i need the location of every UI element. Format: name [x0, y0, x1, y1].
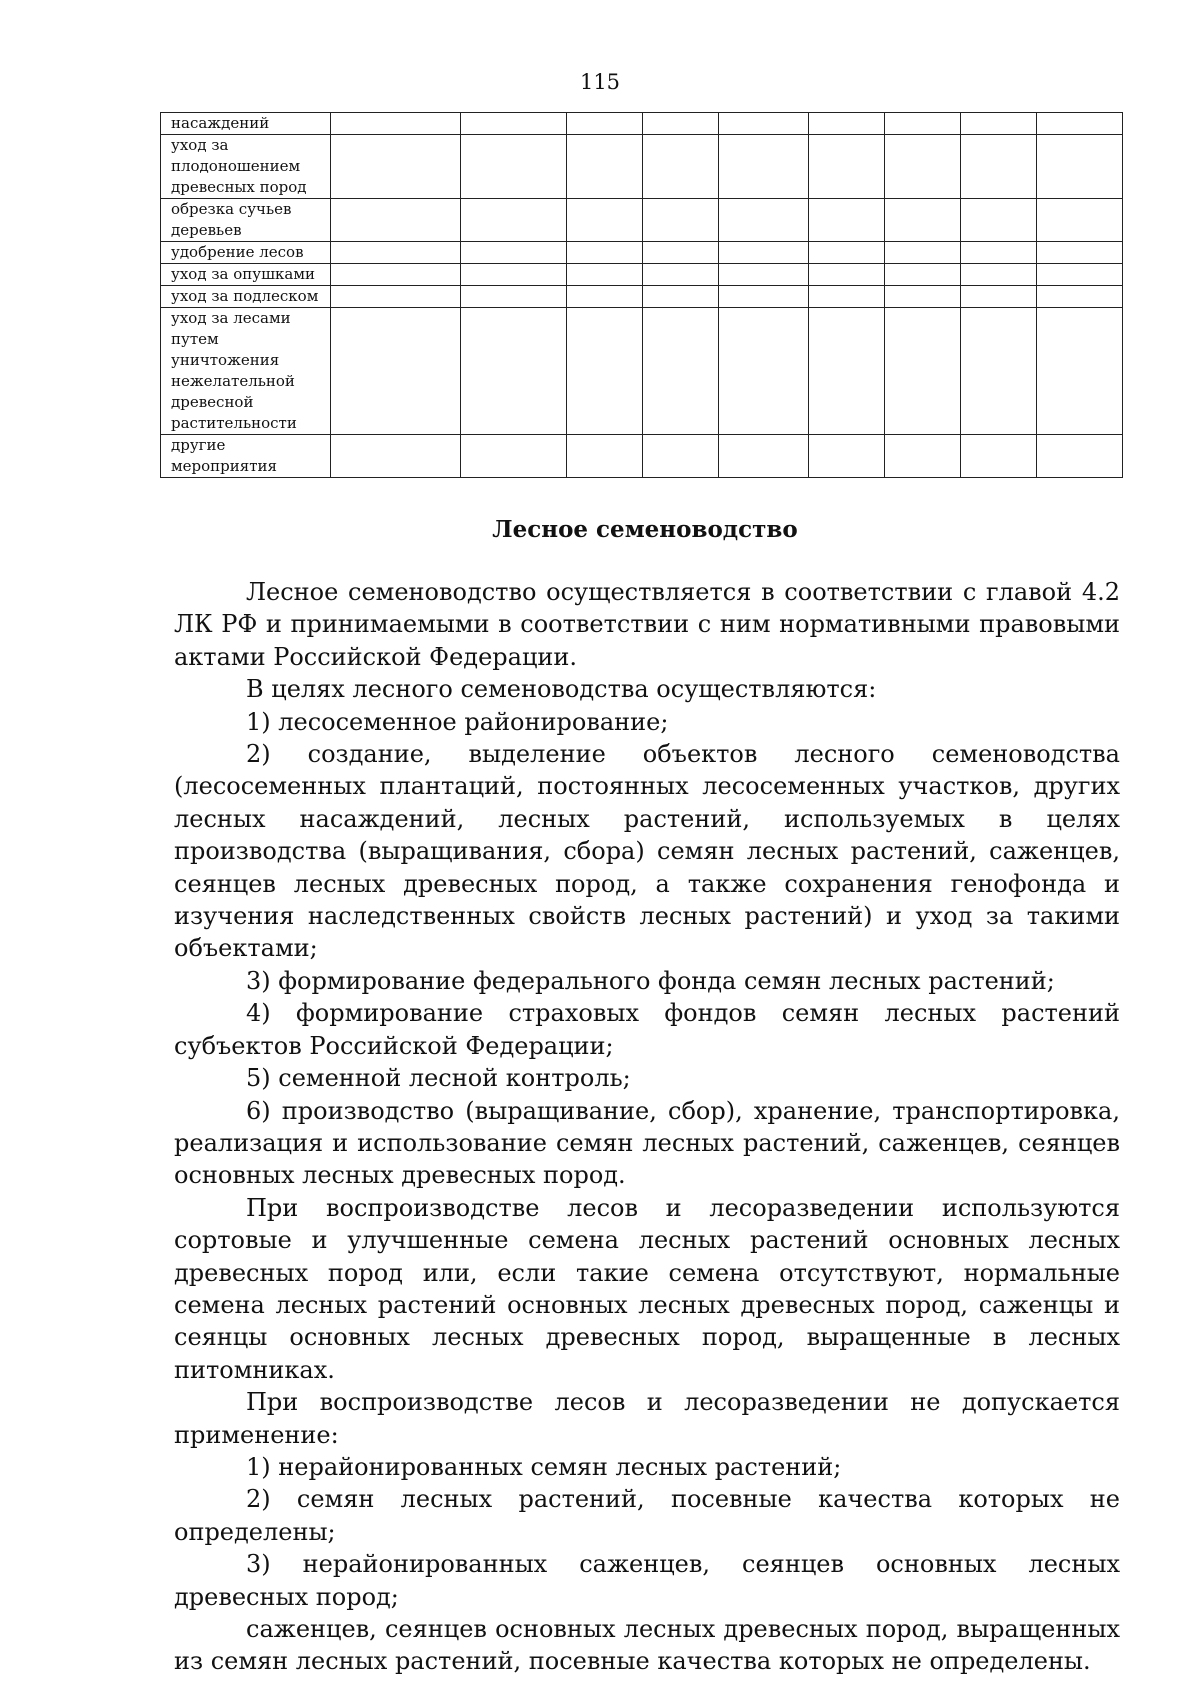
activity-label: уход за лесами путем уничтожения нежелательной древесной растительности: [161, 308, 331, 435]
table-row: [161, 264, 1123, 286]
empty-cell: [643, 264, 719, 286]
activity-label: насаждений: [161, 113, 331, 135]
empty-cell: [719, 308, 809, 435]
empty-cell: [885, 308, 961, 435]
activity-label: уход за опушками: [161, 264, 331, 286]
paragraph: Лесное семеноводство осуществляется в соответствии с главой 4.2 ЛК РФ и принимаемыми в соответствии с ним нормативными правовыми актами Российской Федерации.: [174, 578, 1120, 671]
empty-cell: [1037, 135, 1123, 199]
table-row: [161, 286, 1123, 308]
empty-cell: [961, 199, 1037, 242]
empty-cell: [331, 286, 461, 308]
empty-cell: [719, 135, 809, 199]
empty-cell: [809, 308, 885, 435]
paragraph: В целях лесного семеноводства осуществляются:: [246, 675, 877, 704]
empty-cell: [331, 135, 461, 199]
empty-cell: [719, 286, 809, 308]
empty-cell: [461, 135, 567, 199]
empty-cell: [885, 435, 961, 478]
empty-cell: [961, 242, 1037, 264]
empty-cell: [885, 286, 961, 308]
empty-cell: [643, 135, 719, 199]
empty-cell: [961, 308, 1037, 435]
paragraph: 4) формирование страховых фондов семян лесных растений субъектов Российской Федерации;: [174, 999, 1120, 1060]
empty-cell: [331, 264, 461, 286]
empty-cell: [1037, 199, 1123, 242]
paragraph: 3) нерайонированных саженцев, сеянцев основных лесных древесных пород;: [174, 1550, 1120, 1611]
paragraph: 6) производство (выращивание, сбор), хранение, транспортировка, реализация и использование семян лесных растений, саженцев, сеянцев основных лесных древесных пород.: [174, 1096, 1120, 1190]
paragraph: 3) формирование федерального фонда семян лесных растений;: [246, 966, 1055, 995]
empty-cell: [643, 286, 719, 308]
empty-cell: [567, 113, 643, 135]
empty-cell: [1037, 286, 1123, 308]
empty-cell: [809, 286, 885, 308]
activity-label: уход за плодоношением древесных пород: [161, 135, 331, 199]
empty-cell: [719, 264, 809, 286]
section-title: Лесное семеноводство: [492, 516, 798, 543]
body-text: [174, 576, 1120, 1678]
empty-cell: [461, 113, 567, 135]
empty-cell: [461, 435, 567, 478]
table-row: [161, 199, 1123, 242]
empty-cell: [961, 264, 1037, 286]
empty-cell: [719, 113, 809, 135]
empty-cell: [567, 135, 643, 199]
table-row: [161, 135, 1123, 199]
empty-cell: [567, 286, 643, 308]
empty-cell: [719, 242, 809, 264]
empty-cell: [809, 113, 885, 135]
empty-cell: [567, 264, 643, 286]
paragraph: 1) нерайонированных семян лесных растений;: [246, 1452, 842, 1481]
activity-label: удобрение лесов: [161, 242, 331, 264]
empty-cell: [331, 435, 461, 478]
empty-cell: [643, 308, 719, 435]
empty-cell: [809, 135, 885, 199]
empty-cell: [885, 113, 961, 135]
empty-cell: [331, 113, 461, 135]
empty-cell: [567, 435, 643, 478]
empty-cell: [1037, 308, 1123, 435]
empty-cell: [1037, 113, 1123, 135]
paragraph: 2) семян лесных растений, посевные качества которых не определены;: [174, 1485, 1120, 1546]
table-row: [161, 113, 1123, 135]
empty-cell: [567, 199, 643, 242]
empty-cell: [1037, 242, 1123, 264]
empty-cell: [461, 264, 567, 286]
activity-label: другие мероприятия: [161, 435, 331, 478]
empty-cell: [809, 242, 885, 264]
table-body: [161, 113, 1123, 478]
empty-cell: [461, 308, 567, 435]
empty-cell: [567, 242, 643, 264]
empty-cell: [461, 199, 567, 242]
empty-cell: [961, 113, 1037, 135]
empty-cell: [643, 199, 719, 242]
page-number: 115: [579, 70, 621, 94]
empty-cell: [885, 264, 961, 286]
empty-cell: [461, 242, 567, 264]
paragraph: При воспроизводстве лесов и лесоразведении используются сортовые и улучшенные семена лесных растений основных лесных древесных пород или, если такие семена отсутствуют, нормальные семена лесных растений основных лесных древесных пород, саженцы и сеянцы основных лесных древесных пород, выращенные в лесных питомниках.: [174, 1193, 1120, 1384]
paragraph: При воспроизводстве лесов и лесоразведении не допускается применение:: [174, 1388, 1120, 1449]
empty-cell: [461, 286, 567, 308]
empty-cell: [331, 199, 461, 242]
empty-cell: [1037, 435, 1123, 478]
table-row: [161, 435, 1123, 478]
empty-cell: [331, 308, 461, 435]
empty-cell: [961, 135, 1037, 199]
empty-cell: [331, 242, 461, 264]
empty-cell: [719, 435, 809, 478]
empty-cell: [885, 242, 961, 264]
empty-cell: [961, 286, 1037, 308]
empty-cell: [643, 242, 719, 264]
paragraph: 1) лесосеменное районирование;: [246, 707, 669, 736]
paragraph: 5) семенной лесной контроль;: [246, 1064, 631, 1093]
empty-cell: [643, 113, 719, 135]
empty-cell: [719, 199, 809, 242]
table-row: [161, 242, 1123, 264]
activity-label: обрезка сучьев деревьев: [161, 199, 331, 242]
empty-cell: [1037, 264, 1123, 286]
empty-cell: [809, 435, 885, 478]
activity-label: уход за подлеском: [161, 286, 331, 308]
empty-cell: [961, 435, 1037, 478]
empty-cell: [885, 199, 961, 242]
empty-cell: [885, 135, 961, 199]
empty-cell: [809, 264, 885, 286]
empty-cell: [567, 308, 643, 435]
empty-cell: [809, 199, 885, 242]
paragraph: 2) создание, выделение объектов лесного семеноводства (лесосеменных плантаций, постоянных лесосеменных участков, других лесных насаждений, лесных растений, используемых в целях производства (выращивания, сбора) семян лесных растений, саженцев, сеянцев лесных древесных пород, а также сохранения генофонда и изучения наследственных свойств лесных растений) и уход за такими объектами;: [174, 740, 1120, 963]
empty-cell: [643, 435, 719, 478]
activities-table: [160, 112, 1123, 478]
table-row: [161, 308, 1123, 435]
paragraph: саженцев, сеянцев основных лесных древесных пород, выращенных из семян лесных растений, посевные качества которых не определены.: [174, 1615, 1120, 1676]
